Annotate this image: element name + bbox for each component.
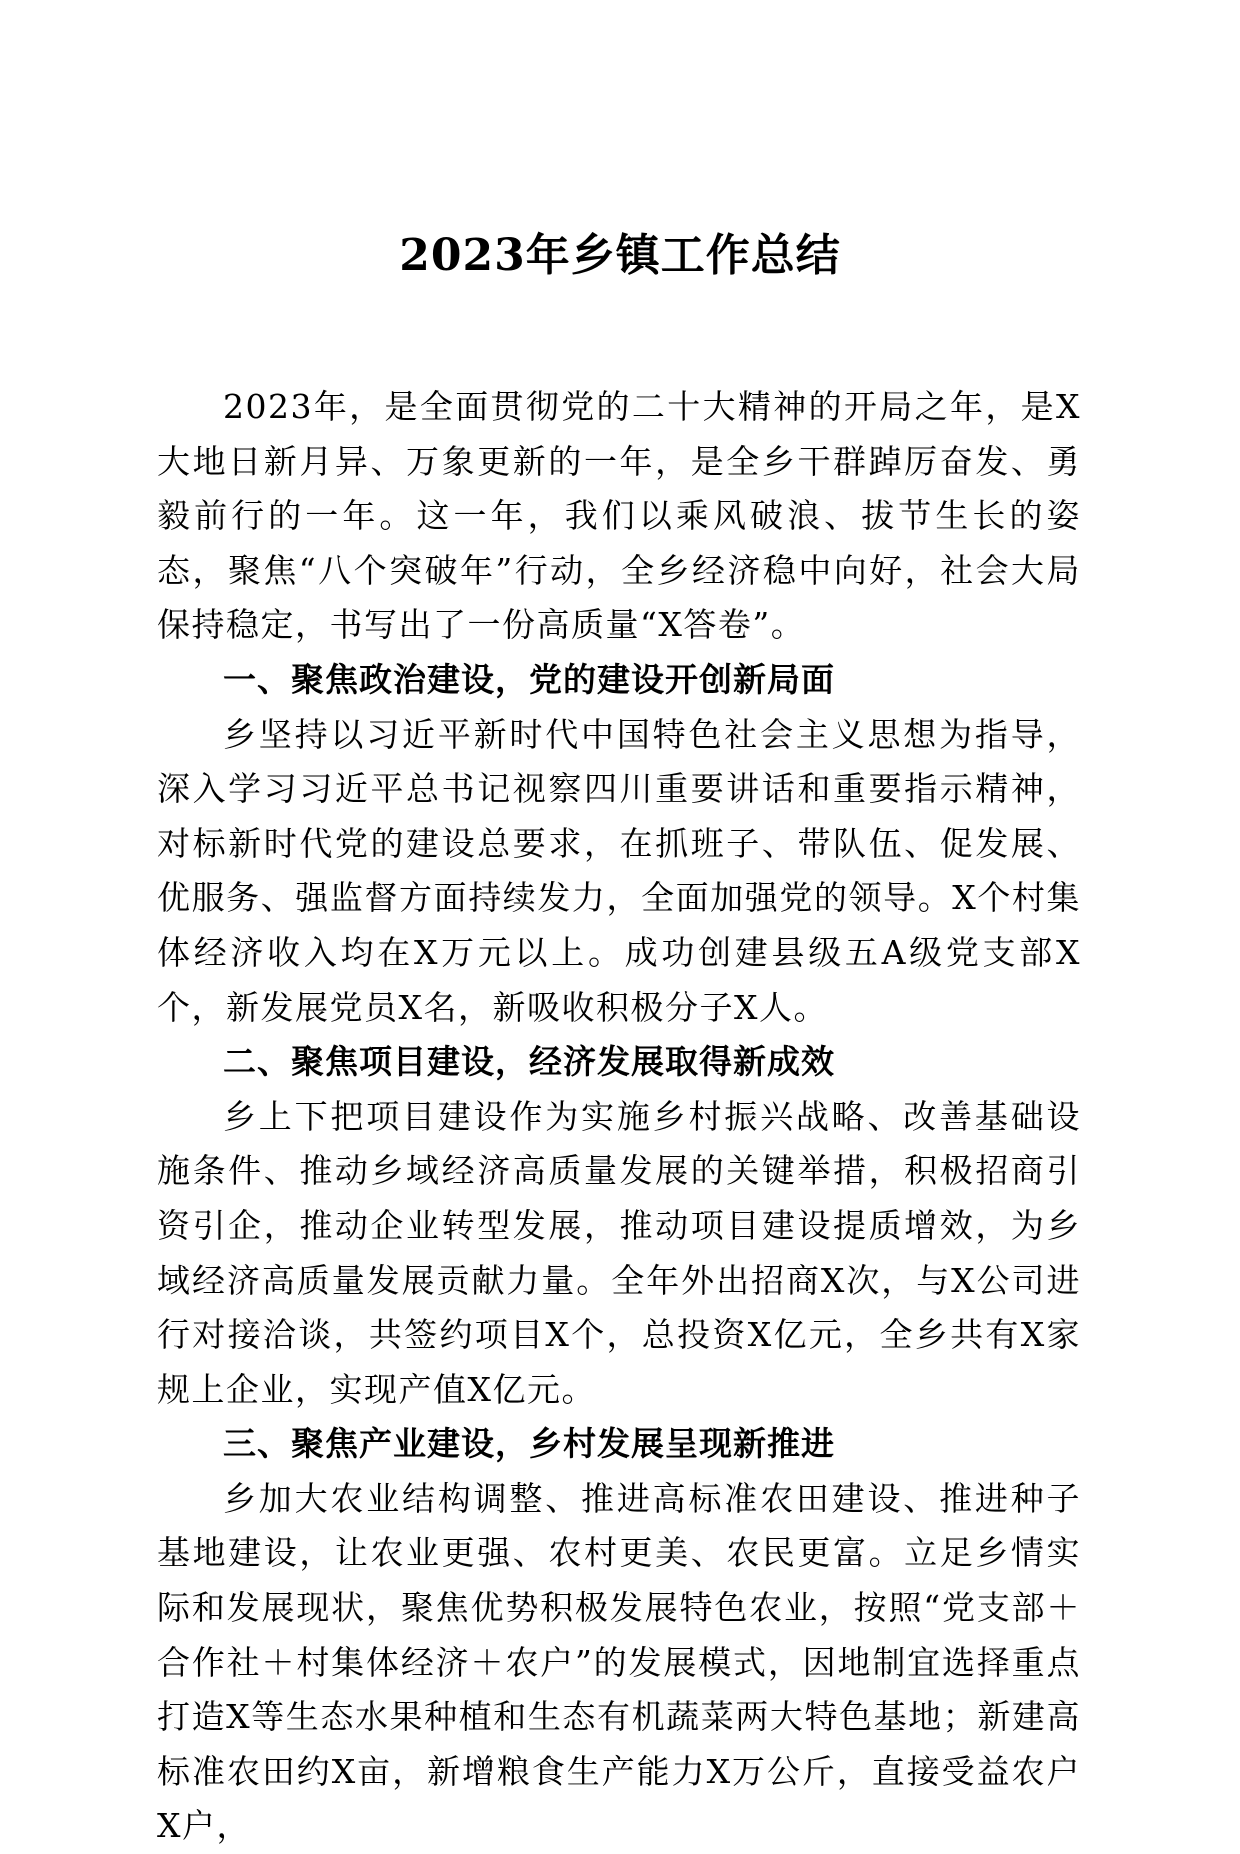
document-title: 2023年乡镇工作总结 [399,230,841,281]
section-paragraph-3: 乡加大农业结构调整、推进高标准农田建设、推进种子基地建设，让农业更强、农村更美、农民更富。立足乡情实际和发展现状，聚焦优势积极发展特色农业，按照“党支部＋合作社＋村集体经济＋农户”的发展模式，因地制宜选择重点打造X等生态水果种植和生态有机蔬菜两大特色基地；新建高标准农田约X亩，新增粮食生产能力X万公斤，直接受益农户X户， [157,1478,1081,1846]
section-heading-2: 二、聚焦项目建设，经济发展取得新成效 [223,1042,835,1082]
section-heading-3: 三、聚焦产业建设，乡村发展呈现新推进 [223,1424,835,1464]
intro-paragraph: 2023年，是全面贯彻党的二十大精神的开局之年，是X大地日新月异、万象更新的一年，是全乡干群踔厉奋发、勇毅前行的一年。这一年，我们以乘风破浪、拔节生长的姿态，聚焦“八个突破年”行动，全乡经济稳中向好，社会大局保持稳定，书写出了一份高质量“X答卷”。 [157,387,1081,645]
document-body [157,380,1081,1854]
section-paragraph-1: 乡坚持以习近平新时代中国特色社会主义思想为指导，深入学习习近平总书记视察四川重要讲话和重要指示精神，对标新时代党的建设总要求，在抓班子、带队伍、促发展、优服务、强监督方面持续发力，全面加强党的领导。X个村集体经济收入均在X万元以上。成功创建县级五A级党支部X个，新发展党员X名，新吸收积极分子X人。 [157,714,1081,1027]
section-paragraph-2: 乡上下把项目建设作为实施乡村振兴战略、改善基础设施条件、推动乡域经济高质量发展的关键举措，积极招商引资引企，推动企业转型发展，推动项目建设提质增效，为乡域经济高质量发展贡献力量。全年外出招商X次，与X公司进行对接洽谈，共签约项目X个，总投资X亿元，全乡共有X家规上企业，实现产值X亿元。 [157,1096,1081,1409]
section-heading-1: 一、聚焦政治建设，党的建设开创新局面 [223,659,835,699]
